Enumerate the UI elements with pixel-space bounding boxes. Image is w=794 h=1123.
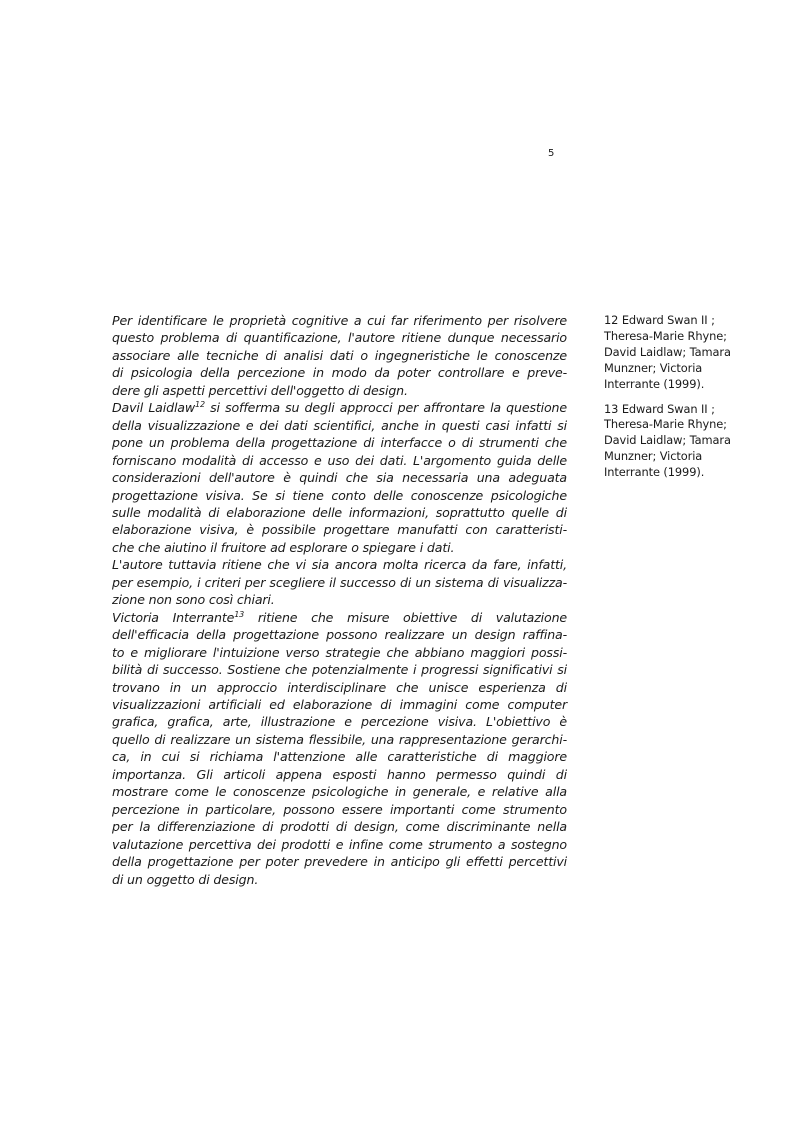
side-notes <box>604 313 754 490</box>
footnote-line: Munzner; Victoria <box>604 360 703 375</box>
footnote-line: 13 Edward Swan II ; <box>604 401 715 416</box>
body-line: progettazione visiva. Se si tiene conto delle conoscenze psicologiche <box>112 487 567 503</box>
body-line-interrante <box>112 609 567 626</box>
body-line: dell'efficacia della progettazione possono realizzare un design raffina- <box>112 627 567 643</box>
footnote-line: Theresa-Marie Rhyne; <box>604 328 727 343</box>
footnote-line: David Laidlaw; Tamara <box>604 344 731 359</box>
body-line: della progettazione per poter prevedere in anticipo gli effetti percettivi <box>112 854 567 870</box>
body-line: zione non sono così chiari. <box>112 592 275 608</box>
body-line: bilità di successo. Sostiene che potenzialmente i progressi significativi si <box>112 662 567 678</box>
page-number: 5 <box>548 148 555 159</box>
body-line: quello di realizzare un sistema flessibile, una rappresentazione gerarchi- <box>112 731 567 747</box>
body-line: grafica, grafica, arte, illustrazione e percezione visiva. L'obiettivo è <box>112 714 567 730</box>
body-line: importanza. Gli articoli appena esposti hanno permesso quindi di <box>112 766 567 782</box>
body-line: sulle modalità di elaborazione delle informazioni, soprattutto quelle di <box>112 504 567 520</box>
body-line-rest: ritiene che misure obiettive di valutazione <box>257 609 568 625</box>
body-line: associare alle tecniche di analisi dati o ingegneristiche le conoscenze <box>112 347 567 363</box>
footnote-line: Munzner; Victoria <box>604 449 703 464</box>
body-line: valutazione percettiva dei prodotti e infine come strumento a sostegno <box>112 836 567 852</box>
body-line: della visualizzazione e dei dati scientifici, anche in questi casi infatti si <box>112 417 567 433</box>
body-line: dere gli aspetti percettivi dell'oggetto di design. <box>112 382 408 398</box>
body-line: elaborazione visiva, è possibile progettare manufatti con caratteristi- <box>112 522 567 538</box>
body-line: ca, in cui si richiama l'attenzione alle caratteristiche di maggiore <box>112 749 567 765</box>
body-line: di psicologia della percezione in modo da poter controllare e preve- <box>112 365 567 381</box>
footnote-ref-13: 13 <box>234 609 245 619</box>
body-line: Per identificare le proprietà cognitive a cui far riferimento per risolvere <box>112 313 567 328</box>
body-line: pone un problema della progettazione di interfacce o di strumenti che <box>112 435 567 451</box>
footnote-line: Interrante (1999). <box>604 465 705 480</box>
body-line: percezione in particolare, possono essere importanti come strumento <box>112 801 567 817</box>
footnote-line: 12 Edward Swan II ; <box>604 313 715 327</box>
body-line: to e migliorare l'intuizione verso strategie che abbiano maggiori possi- <box>112 644 567 660</box>
body-line: mostrare come le conoscenze psicologiche in generale, e relative alla <box>112 784 567 800</box>
body-line: per esempio, i criteri per scegliere il successo di un sistema di visualizza- <box>112 574 567 590</box>
body-line: che che aiutino il fruitore ad esplorare o spiegare i dati. <box>112 539 455 555</box>
body-line: forniscano modalità di accesso e uso dei dati. L'argomento guida delle <box>112 452 567 468</box>
author-name-laidlaw: Davil Laidlaw <box>112 400 196 416</box>
footnote-ref-12: 12 <box>195 400 205 410</box>
footnote-12 <box>604 313 754 393</box>
author-name-interrante: Victoria Interrante <box>112 609 235 625</box>
body-line: visualizzazioni artificiali ed elaborazione di immagini come computer <box>112 696 567 712</box>
body-line: per la differenziazione di prodotti di design, come discriminante nella <box>112 819 567 835</box>
body-line: trovano in un approccio interdisciplinare che unisce esperienza di <box>112 679 567 695</box>
footnote-line: Theresa-Marie Rhyne; <box>604 417 727 432</box>
body-line-laidlaw <box>112 399 567 416</box>
footnote-13 <box>604 402 754 482</box>
body-line: questo problema di quantificazione, l'autore ritiene dunque necessario <box>112 330 567 346</box>
body-line: considerazioni dell'autore è quindi che sia necessaria una adeguata <box>112 470 567 486</box>
body-line: di un oggetto di design. <box>112 871 259 887</box>
footnote-line: Interrante (1999). <box>604 376 705 391</box>
body-text <box>112 312 567 888</box>
body-line: L'autore tuttavia ritiene che vi sia ancora molta ricerca da fare, infatti, <box>112 557 567 573</box>
body-line-rest: si sofferma su degli approcci per affrontare la questione <box>210 400 567 416</box>
footnote-line: David Laidlaw; Tamara <box>604 433 731 448</box>
